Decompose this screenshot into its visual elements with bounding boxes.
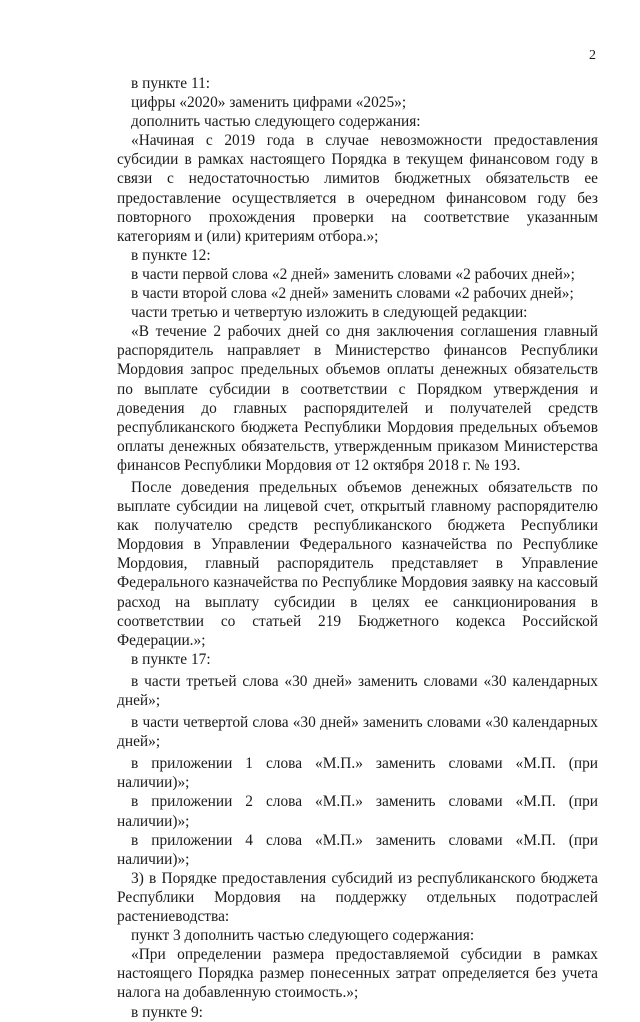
paragraph-parts-three-four: части третью и четвертую изложить в следующей редакции:: [131, 304, 528, 322]
paragraph-part-four-30-days: в части четвертой слова «30 дней» заменить словами «30 календарных дней»;: [117, 714, 598, 751]
paragraph-after-limits: После доведения предельных объемов денежных обязательств по выплате субсидии на лицевой счет, открытый главному распорядителю как получателю средств республиканского бюджета Республики Мордовия в Управлении Федерального казначейства по Республике Мордовия, главный распорядитель представляет в Управление Федерального казначейства по Республике Мордовия заявку на кассовый расход на выплату субсидии в целях ее санкционирования в соответствии со статьей 219 Бюджетного кодекса Российской Федерации.»;: [117, 478, 598, 649]
paragraph-quote-vat: «При определении размера предоставляемой субсидии в рамках настоящего Порядка размер понесенных затрат определяется без учета налога на добавленную стоимость.»;: [117, 946, 598, 1002]
paragraph-item-point-11: в пункте 11:: [131, 75, 211, 92]
paragraph-point-3-add: пункт 3 дополнить частью следующего содержания:: [131, 927, 475, 945]
paragraph-appendix-1: в приложении 1 слова «М.П.» заменить словами «М.П. (при наличии)»;: [117, 755, 598, 792]
paragraph-appendix-2: в приложении 2 слова «М.П.» заменить словами «М.П. (при наличии)»;: [117, 793, 598, 830]
paragraph-item-point-12: в пункте 12:: [131, 246, 211, 264]
paragraph-item-point-17: в пункте 17:: [131, 650, 211, 668]
page-number: 2: [589, 48, 596, 63]
paragraph-add-part: дополнить частью следующего содержания:: [131, 113, 421, 131]
paragraph-item-point-9: в пункте 9:: [131, 1003, 203, 1021]
paragraph-part-three-30-days: в части третьей слова «30 дней» заменить словами «30 календарных дней»;: [117, 672, 598, 709]
paragraph-part-one: в части первой слова «2 дней» заменить словами «2 рабочих дней»;: [131, 265, 575, 283]
paragraph-quote-2-working-days: «В течение 2 рабочих дней со дня заключения соглашения главный распорядитель направляет в Министерство финансов Республики Мордовия запрос предельных объемов оплаты денежных обязательств по выплате субсидии в соответствии с Порядком утверждения и доведения до главных распорядителей и получателей средств республиканского бюджета Республики Мордовия предельных объемов оплаты денежных обязательств, утвержденным приказом Министерства финансов Республики Мордовия от 12 октября 2018 г. № 193.: [117, 323, 598, 474]
paragraph-replace-digits: цифры «2020» заменить цифрами «2025»;: [131, 94, 407, 112]
paragraph-appendix-4: в приложении 4 слова «М.П.» заменить словами «М.П. (при наличии)»;: [117, 831, 598, 868]
paragraph-quote-2019: «Начиная с 2019 года в случае невозможности предоставления субсидии в рамках настоящего Порядка в текущем финансовом году в связи с недостаточностью лимитов бюджетных обязательств ее предоставление осуществляется в очередном финансовом году без повторного прохождения проверки на соответствие указанным категориям и (или) критериям отбора.»;: [117, 132, 598, 245]
paragraph-crop-production-order: 3) в Порядке предоставления субсидий из республиканского бюджета Республики Мордовия на поддержку отдельных подотраслей растениеводства:: [117, 869, 598, 926]
document-body: [117, 74, 598, 1022]
paragraph-part-two: в части второй слова «2 дней» заменить словами «2 рабочих дней»;: [131, 285, 574, 303]
